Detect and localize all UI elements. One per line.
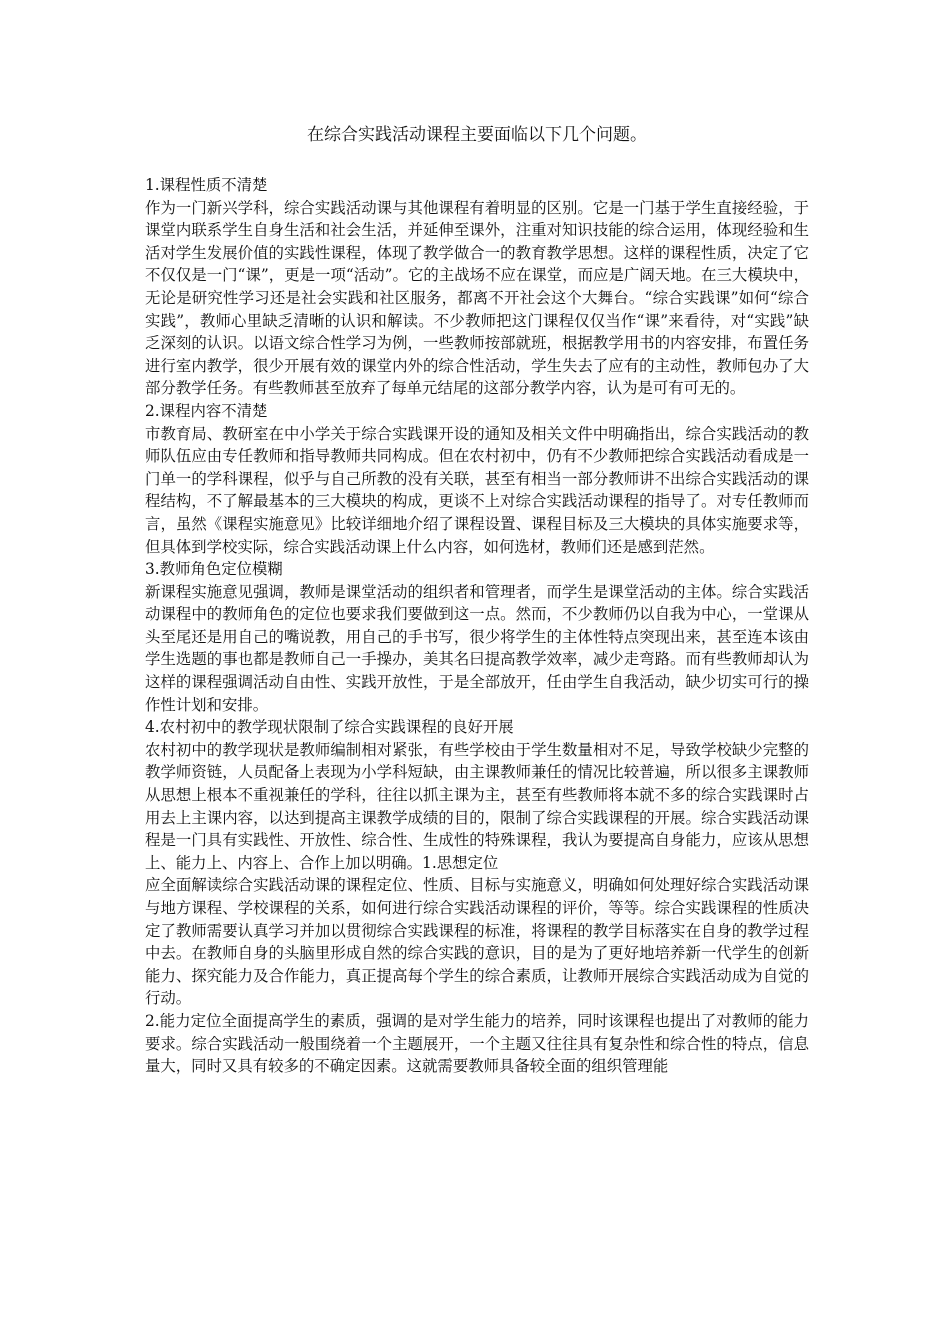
heading-1: 1.课程性质不清楚 — [145, 176, 268, 194]
paragraph-6: 2.能力定位全面提高学生的素质，强调的是对学生能力的培养，同时该课程也提出了对教师的能力要求。综合实践活动一般围绕着一个主题展开，一个主题又往往具有复杂性和综合性的特点，信息量大，同时又具有较多的不确定因素。这就需要教师具备较全面的组织管理能 — [145, 1011, 809, 1076]
paragraph-4: 农村初中的教学现状是教师编制相对紧张，有些学校由于学生数量相对不足，导致学校缺少完整的教学师资链，人员配备上表现为小学科短缺，由主课教师兼任的情况比较普遍，所以很多主课教师从思想上根本不重视兼任的学科，往往以抓主课为主，甚至有些教师将本就不多的综合实践课时占用去上主课内容，以达到提高主课教学成绩的目的，限制了综合实践课程的开展。综合实践活动课程是一门具有实践性、开放性、综合性、生成性的特殊课程，我认为要提高自身能力，应该从思想上、能力上、内容上、合作上加以明确。1.思想定位 — [145, 740, 809, 872]
heading-2: 2.课程内容不清楚 — [145, 401, 268, 420]
paragraph-5: 应全面解读综合实践活动课的课程定位、性质、目标与实施意义，明确如何处理好综合实践活动课与地方课程、学校课程的关系，如何进行综合实践活动课程的评价，等等。综合实践课程的性质决定了教师需要认真学习并加以贯彻综合实践课程的标准，将课程的教学目标落实在自身的教学过程中去。在教师自身的头脑里形成自然的综合实践的意识，目的是为了更好地培养新一代学生的创新能力、探究能力及合作能力，真正提高每个学生的综合素质，让教师开展综合实践活动成为自觉的行动。 — [145, 876, 809, 1008]
paragraph-1: 作为一门新兴学科，综合实践活动课与其他课程有着明显的区别。它是一门基于学生直接经验，于课堂内联系学生自身生活和社会生活，并延伸至课外，注重对知识技能的综合运用，体现经验和生活对学生发展价值的实践性课程，体现了教学做合一的教育教学思想。这样的课程性质，决定了它不仅仅是一门“课”，更是一项“活动”。它的主战场不应在课堂，而应是广阔天地。在三大模块中，无论是研究性学习还是社会实践和社区服务，都离不开社会这个大舞台。“综合实践课”如何“综合实践”，教师心里缺乏清晰的认识和解读。不少教师把这门课程仅仅当作“课”来看待，对“实践”缺乏深刻的认识。以语文综合性学习为例，一些教师按部就班，根据教学用书的内容安排，布置任务进行室内教学，很少开展有效的课堂内外的综合性活动，学生失去了应有的主动性，教师包办了大部分教学任务。有些教师甚至放弃了每单元结尾的这部分教学内容，认为是可有可无的。 — [145, 198, 809, 398]
heading-4: 4.农村初中的教学现状限制了综合实践课程的良好开展 — [145, 718, 514, 737]
heading-3: 3.教师角色定位模糊 — [145, 560, 283, 579]
paragraph-2: 市教育局、教研室在中小学关于综合实践课开设的通知及相关文件中明确指出，综合实践活动的教师队伍应由专任教师和指导教师共同构成。但在农村初中，仍有不少教师把综合实践活动看成是一门单一的学科课程，似乎与自己所教的没有关联，甚至有相当一部分教师讲不出综合实践活动的课程结构，不了解最基本的三大模块的构成，更谈不上对综合实践活动课程的指导了。对专任教师而言，虽然《课程实施意见》比较详细地介绍了课程设置、课程目标及三大模块的具体实施要求等，但具体到学校实际，综合实践活动课上什么内容，如何选材，教师们还是感到茫然。 — [145, 424, 809, 556]
document-title: 在综合实践活动课程主要面临以下几个问题。 — [307, 125, 647, 145]
document-page — [145, 120, 809, 1078]
paragraph-3: 新课程实施意见强调，教师是课堂活动的组织者和管理者，而学生是课堂活动的主体。综合实践活动课程中的教师角色的定位也要求我们要做到这一点。然而，不少教师仍以自我为中心，一堂课从头至尾还是用自己的嘴说教，用自己的手书写，很少将学生的主体性特点突现出来，甚至连本该由学生选题的事也都是教师自己一手操办，美其名曰提高教学效率，减少走弯路。而有些教师却认为这样的课程强调活动自由性、实践开放性，于是全部放开，任由学生自我活动，缺少切实可行的操作性计划和安排。 — [145, 582, 809, 714]
